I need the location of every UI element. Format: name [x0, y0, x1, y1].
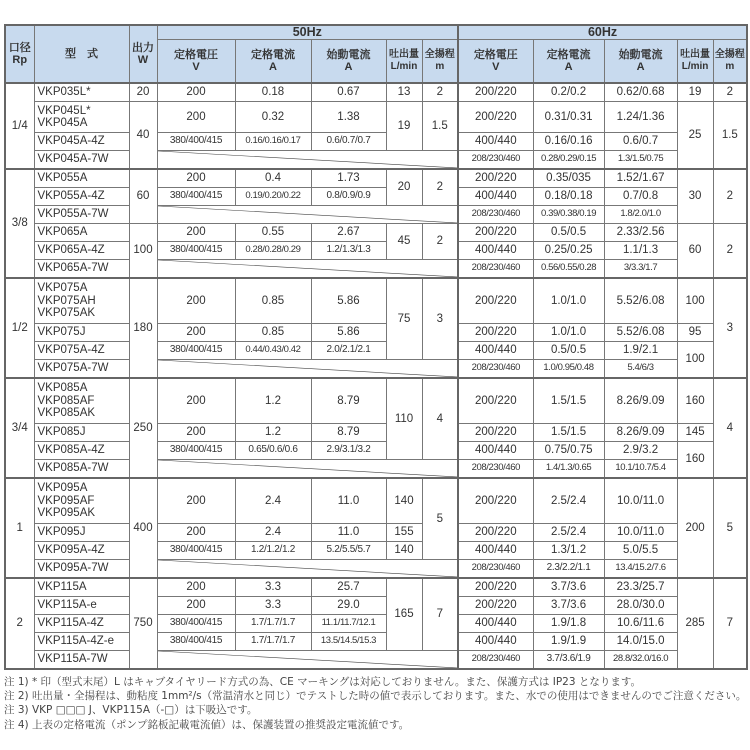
model-cell: VKP095J — [34, 524, 129, 542]
model-cell: VKP075J — [34, 324, 129, 342]
model-cell: VKP065A-4Z — [34, 242, 129, 260]
q50-cell: 45 — [386, 224, 422, 260]
header-output: 出力 W — [129, 25, 157, 83]
q60-cell: 100 — [677, 342, 713, 379]
v60-cell: 400/440 — [458, 633, 533, 651]
a60-cell: 1.5/1.5 — [533, 378, 604, 424]
a60-cell: 1.9/1.8 — [533, 615, 604, 633]
s60-cell: 8.26/9.09 — [604, 378, 677, 424]
s60-cell: 10.0/11.0 — [604, 478, 677, 524]
s50-cell: 1.38 — [311, 102, 386, 133]
table-row — [5, 360, 747, 379]
a60-cell: 1.3/1.2 — [533, 542, 604, 560]
table-row — [5, 424, 747, 442]
s60-cell: 0.7/0.8 — [604, 188, 677, 206]
s60-cell: 1.24/1.36 — [604, 102, 677, 133]
a60-cell: 0.5/0.5 — [533, 224, 604, 242]
table-row — [5, 83, 747, 102]
header-50-current: 定格電流 A — [235, 40, 311, 84]
output-cell: 180 — [129, 278, 157, 378]
q50-cell: 140 — [386, 478, 422, 524]
a50-cell: 0.85 — [235, 324, 311, 342]
v60-cell: 200/220 — [458, 597, 533, 615]
v60-cell: 200/220 — [458, 83, 533, 102]
v60-cell: 200/220 — [458, 524, 533, 542]
h60-cell: 3 — [713, 278, 747, 378]
model-cell: VKP095A-4Z — [34, 542, 129, 560]
a60-cell: 1.0/0.95/0.48 — [533, 360, 604, 379]
model-cell: VKP085A VKP085AF VKP085AK — [34, 378, 129, 424]
model-cell: VKP075A-4Z — [34, 342, 129, 360]
h60-cell: 2 — [713, 169, 747, 224]
s50-cell: 29.0 — [311, 597, 386, 615]
a60-cell: 0.2/0.2 — [533, 83, 604, 102]
h60-cell: 5 — [713, 478, 747, 578]
v50-cell: 200 — [157, 524, 235, 542]
header-50-flow: 吐出量 L/min — [386, 40, 422, 84]
output-cell: 750 — [129, 578, 157, 669]
a50-cell: 1.2/1.2/1.2 — [235, 542, 311, 560]
model-cell: VKP115A-e — [34, 597, 129, 615]
table-row — [5, 324, 747, 342]
v60-cell: 208/230/460 — [458, 460, 533, 479]
a60-cell: 0.35/035 — [533, 169, 604, 188]
model-cell: VKP045A-4Z — [34, 133, 129, 151]
s60-cell: 0.6/0.7 — [604, 133, 677, 151]
q60-cell: 285 — [677, 578, 713, 669]
a50-cell: 0.55 — [235, 224, 311, 242]
s50-cell: 5.86 — [311, 324, 386, 342]
s60-cell: 2.9/3.2 — [604, 442, 677, 460]
not-applicable-diagonal — [157, 260, 458, 279]
table-row — [5, 633, 747, 651]
rp-cell: 3/4 — [5, 378, 34, 478]
v60-cell: 208/230/460 — [458, 206, 533, 224]
v60-cell: 400/440 — [458, 615, 533, 633]
h50-cell: 2 — [422, 83, 458, 102]
a50-cell: 2.4 — [235, 478, 311, 524]
q60-cell: 160 — [677, 442, 713, 479]
table-row — [5, 224, 747, 242]
q60-cell: 30 — [677, 169, 713, 224]
s60-cell: 1.1/1.3 — [604, 242, 677, 260]
a60-cell: 0.5/0.5 — [533, 342, 604, 360]
model-cell: VKP035L* — [34, 83, 129, 102]
v60-cell: 208/230/460 — [458, 560, 533, 579]
not-applicable-diagonal — [157, 651, 458, 670]
a60-cell: 0.25/0.25 — [533, 242, 604, 260]
model-cell: VKP055A — [34, 169, 129, 188]
header-50-head: 全揚程 m — [422, 40, 458, 84]
v60-cell: 208/230/460 — [458, 260, 533, 279]
h50-cell: 7 — [422, 578, 458, 651]
q50-cell: 20 — [386, 169, 422, 206]
a50-cell: 1.2 — [235, 424, 311, 442]
h50-cell: 2 — [422, 169, 458, 206]
q60-cell: 100 — [677, 278, 713, 324]
v50-cell: 200 — [157, 83, 235, 102]
not-applicable-diagonal — [157, 460, 458, 479]
h50-cell: 2 — [422, 224, 458, 260]
table-row — [5, 242, 747, 260]
a60-cell: 0.16/0.16 — [533, 133, 604, 151]
v50-cell: 200 — [157, 324, 235, 342]
v60-cell: 400/440 — [458, 188, 533, 206]
table-row — [5, 151, 747, 170]
a60-cell: 3.7/3.6 — [533, 578, 604, 597]
v50-cell: 200 — [157, 424, 235, 442]
s50-cell: 8.79 — [311, 378, 386, 424]
header-60-flow: 吐出量 L/min — [677, 40, 713, 84]
v60-cell: 208/230/460 — [458, 651, 533, 670]
v50-cell: 380/400/415 — [157, 242, 235, 260]
a50-cell: 0.65/0.6/0.6 — [235, 442, 311, 460]
s60-cell: 23.3/25.7 — [604, 578, 677, 597]
s50-cell: 2.9/3.1/3.2 — [311, 442, 386, 460]
a60-cell: 0.75/0.75 — [533, 442, 604, 460]
h60-cell: 2 — [713, 83, 747, 102]
s60-cell: 1.52/1.67 — [604, 169, 677, 188]
v60-cell: 200/220 — [458, 424, 533, 442]
s60-cell: 10.0/11.0 — [604, 524, 677, 542]
a50-cell: 0.85 — [235, 278, 311, 324]
a50-cell: 0.19/0.20/0.22 — [235, 188, 311, 206]
s60-cell: 1.3/1.5/0.75 — [604, 151, 677, 170]
h50-cell: 4 — [422, 378, 458, 460]
v60-cell: 400/440 — [458, 242, 533, 260]
q60-cell: 60 — [677, 224, 713, 279]
q60-cell: 25 — [677, 102, 713, 170]
header-60-head: 全揚程 m — [713, 40, 747, 84]
a50-cell: 0.28/0.28/0.29 — [235, 242, 311, 260]
h50-cell: 3 — [422, 278, 458, 360]
a60-cell: 3.7/3.6/1.9 — [533, 651, 604, 670]
model-cell: VKP095A-7W — [34, 560, 129, 579]
a50-cell: 3.3 — [235, 578, 311, 597]
model-cell: VKP085A-4Z — [34, 442, 129, 460]
a60-cell: 0.28/0.29/0.15 — [533, 151, 604, 170]
s60-cell: 8.26/9.09 — [604, 424, 677, 442]
q50-cell: 140 — [386, 542, 422, 560]
pump-spec-table — [4, 24, 748, 670]
v60-cell: 200/220 — [458, 378, 533, 424]
h50-cell: 1.5 — [422, 102, 458, 151]
v60-cell: 200/220 — [458, 478, 533, 524]
model-cell: VKP065A — [34, 224, 129, 242]
s60-cell: 13.4/15.2/7.6 — [604, 560, 677, 579]
q60-cell: 200 — [677, 478, 713, 578]
footnote-3: 注 3) VKP □□□ J、VKP115A（-□）は下吸込です。 — [4, 704, 258, 717]
v60-cell: 400/440 — [458, 542, 533, 560]
not-applicable-diagonal — [157, 206, 458, 224]
q60-cell: 145 — [677, 424, 713, 442]
q50-cell: 165 — [386, 578, 422, 651]
a50-cell: 1.7/1.7/1.7 — [235, 633, 311, 651]
a50-cell: 0.16/0.16/0.17 — [235, 133, 311, 151]
not-applicable-diagonal — [157, 151, 458, 170]
header-60-current: 定格電流 A — [533, 40, 604, 84]
model-cell: VKP055A-7W — [34, 206, 129, 224]
a60-cell: 2.5/2.4 — [533, 524, 604, 542]
output-cell: 60 — [129, 169, 157, 224]
table-row — [5, 260, 747, 279]
output-cell: 100 — [129, 224, 157, 279]
rp-cell: 3/8 — [5, 169, 34, 278]
rp-cell: 1/2 — [5, 278, 34, 378]
model-cell: VKP115A-4Z-e — [34, 633, 129, 651]
table-row — [5, 188, 747, 206]
table-row — [5, 102, 747, 133]
a50-cell: 0.32 — [235, 102, 311, 133]
v60-cell: 200/220 — [458, 324, 533, 342]
table-row — [5, 478, 747, 524]
table-row — [5, 342, 747, 360]
q50-cell: 110 — [386, 378, 422, 460]
s50-cell: 25.7 — [311, 578, 386, 597]
s60-cell: 1.8/2.0/1.0 — [604, 206, 677, 224]
a50-cell: 1.7/1.7/1.7 — [235, 615, 311, 633]
v50-cell: 380/400/415 — [157, 633, 235, 651]
q60-cell: 95 — [677, 324, 713, 342]
header-rp: 口径 Rp — [5, 25, 34, 83]
a50-cell: 2.4 — [235, 524, 311, 542]
output-cell: 250 — [129, 378, 157, 478]
v50-cell: 200 — [157, 224, 235, 242]
a60-cell: 2.5/2.4 — [533, 478, 604, 524]
footnote-4: 注 4) 上表の定格電流（ポンプ銘板記載電流値）は、保護装置の推奨設定電流値です。 — [4, 718, 410, 731]
a60-cell: 0.31/0.31 — [533, 102, 604, 133]
footnotes — [4, 675, 746, 732]
s60-cell: 28.8/32.0/16.0 — [604, 651, 677, 670]
s60-cell: 14.0/15.0 — [604, 633, 677, 651]
a60-cell: 1.9/1.9 — [533, 633, 604, 651]
v50-cell: 380/400/415 — [157, 133, 235, 151]
q50-cell: 155 — [386, 524, 422, 542]
s60-cell: 1.9/2.1 — [604, 342, 677, 360]
table-row — [5, 206, 747, 224]
pump-spec-table-container — [4, 24, 746, 670]
table-row — [5, 278, 747, 324]
q50-cell: 19 — [386, 102, 422, 151]
output-cell: 400 — [129, 478, 157, 578]
a60-cell: 3.7/3.6 — [533, 597, 604, 615]
footnote-1: 注 1) * 印（型式末尾）L はキャブタイヤリード方式の為、CE マーキングは対応しておりません。また、保護方式は IP23 となります。 — [4, 676, 642, 688]
h50-cell: 5 — [422, 478, 458, 560]
s50-cell: 13.5/14.5/15.3 — [311, 633, 386, 651]
s50-cell: 2.0/2.1/2.1 — [311, 342, 386, 360]
h60-cell: 7 — [713, 578, 747, 669]
table-row — [5, 651, 747, 670]
output-cell: 20 — [129, 83, 157, 102]
table-row — [5, 524, 747, 542]
rp-cell: 1/4 — [5, 83, 34, 169]
v60-cell: 200/220 — [458, 224, 533, 242]
s60-cell: 28.0/30.0 — [604, 597, 677, 615]
a60-cell: 0.18/0.18 — [533, 188, 604, 206]
footnote-2: 注 2) 吐出量・全揚程は、動粘度 1mm²/s（常温清水と同じ）でテストした時の値で表示しております。また、水での使用はできませんのでご注意ください。 — [4, 690, 747, 703]
s60-cell: 2.33/2.56 — [604, 224, 677, 242]
s50-cell: 2.67 — [311, 224, 386, 242]
model-cell: VKP115A-7W — [34, 651, 129, 670]
model-cell: VKP095A VKP095AF VKP095AK — [34, 478, 129, 524]
v60-cell: 200/220 — [458, 278, 533, 324]
a50-cell: 0.18 — [235, 83, 311, 102]
s50-cell: 5.2/5.5/5.7 — [311, 542, 386, 560]
v50-cell: 380/400/415 — [157, 615, 235, 633]
h60-cell: 4 — [713, 378, 747, 478]
model-cell: VKP115A — [34, 578, 129, 597]
s50-cell: 11.1/11.7/12.1 — [311, 615, 386, 633]
a60-cell: 0.39/0.38/0.19 — [533, 206, 604, 224]
model-cell: VKP075A-7W — [34, 360, 129, 379]
s60-cell: 10.1/10.7/5.4 — [604, 460, 677, 479]
a50-cell: 1.2 — [235, 378, 311, 424]
a50-cell: 0.4 — [235, 169, 311, 188]
a60-cell: 0.56/0.55/0.28 — [533, 260, 604, 279]
header-model: 型 式 — [34, 25, 129, 83]
table-row — [5, 169, 747, 188]
model-cell: VKP115A-4Z — [34, 615, 129, 633]
table-row — [5, 597, 747, 615]
a50-cell: 0.44/0.43/0.42 — [235, 342, 311, 360]
h60-cell: 2 — [713, 224, 747, 279]
table-row — [5, 542, 747, 560]
v50-cell: 200 — [157, 378, 235, 424]
s60-cell: 3/3.3/1.7 — [604, 260, 677, 279]
s60-cell: 5.0/5.5 — [604, 542, 677, 560]
v50-cell: 200 — [157, 578, 235, 597]
header-60hz: 60Hz — [458, 25, 747, 40]
q60-cell: 160 — [677, 378, 713, 424]
s50-cell: 0.8/0.9/0.9 — [311, 188, 386, 206]
a60-cell: 2.3/2.2/1.1 — [533, 560, 604, 579]
table-row — [5, 615, 747, 633]
s60-cell: 5.4/6/3 — [604, 360, 677, 379]
v50-cell: 380/400/415 — [157, 542, 235, 560]
a60-cell: 1.0/1.0 — [533, 324, 604, 342]
v50-cell: 380/400/415 — [157, 342, 235, 360]
a60-cell: 1.0/1.0 — [533, 278, 604, 324]
table-row — [5, 378, 747, 424]
q50-cell: 13 — [386, 83, 422, 102]
s50-cell: 11.0 — [311, 478, 386, 524]
s50-cell: 0.6/0.7/0.7 — [311, 133, 386, 151]
model-cell: VKP065A-7W — [34, 260, 129, 279]
v50-cell: 380/400/415 — [157, 188, 235, 206]
v60-cell: 200/220 — [458, 102, 533, 133]
s50-cell: 8.79 — [311, 424, 386, 442]
s50-cell: 0.67 — [311, 83, 386, 102]
not-applicable-diagonal — [157, 360, 458, 379]
model-cell: VKP075A VKP075AH VKP075AK — [34, 278, 129, 324]
a60-cell: 1.5/1.5 — [533, 424, 604, 442]
v50-cell: 200 — [157, 169, 235, 188]
s50-cell: 5.86 — [311, 278, 386, 324]
model-cell: VKP055A-4Z — [34, 188, 129, 206]
s50-cell: 1.2/1.3/1.3 — [311, 242, 386, 260]
h60-cell: 1.5 — [713, 102, 747, 170]
header-50-start-current: 始動電流 A — [311, 40, 386, 84]
a60-cell: 1.4/1.3/0.65 — [533, 460, 604, 479]
v50-cell: 380/400/415 — [157, 442, 235, 460]
rp-cell: 2 — [5, 578, 34, 669]
s50-cell: 11.0 — [311, 524, 386, 542]
output-cell: 40 — [129, 102, 157, 170]
not-applicable-diagonal — [157, 560, 458, 579]
header-50hz: 50Hz — [157, 25, 458, 40]
table-row — [5, 133, 747, 151]
model-cell: VKP085J — [34, 424, 129, 442]
v60-cell: 400/440 — [458, 342, 533, 360]
model-cell: VKP045A-7W — [34, 151, 129, 170]
v60-cell: 200/220 — [458, 169, 533, 188]
v60-cell: 400/440 — [458, 133, 533, 151]
header-50-voltage: 定格電圧 V — [157, 40, 235, 84]
s60-cell: 10.6/11.6 — [604, 615, 677, 633]
v60-cell: 400/440 — [458, 442, 533, 460]
table-row — [5, 560, 747, 579]
v50-cell: 200 — [157, 278, 235, 324]
model-cell: VKP045L* VKP045A — [34, 102, 129, 133]
s50-cell: 1.73 — [311, 169, 386, 188]
v60-cell: 200/220 — [458, 578, 533, 597]
q50-cell: 75 — [386, 278, 422, 360]
v60-cell: 208/230/460 — [458, 360, 533, 379]
s60-cell: 5.52/6.08 — [604, 324, 677, 342]
model-cell: VKP085A-7W — [34, 460, 129, 479]
s60-cell: 5.52/6.08 — [604, 278, 677, 324]
table-row — [5, 578, 747, 597]
table-row — [5, 460, 747, 479]
a50-cell: 3.3 — [235, 597, 311, 615]
s60-cell: 0.62/0.68 — [604, 83, 677, 102]
v60-cell: 208/230/460 — [458, 151, 533, 170]
v50-cell: 200 — [157, 478, 235, 524]
v50-cell: 200 — [157, 102, 235, 133]
header-60-voltage: 定格電圧 V — [458, 40, 533, 84]
table-row — [5, 442, 747, 460]
header-60-start-current: 始動電流 A — [604, 40, 677, 84]
v50-cell: 200 — [157, 597, 235, 615]
q60-cell: 19 — [677, 83, 713, 102]
rp-cell: 1 — [5, 478, 34, 578]
